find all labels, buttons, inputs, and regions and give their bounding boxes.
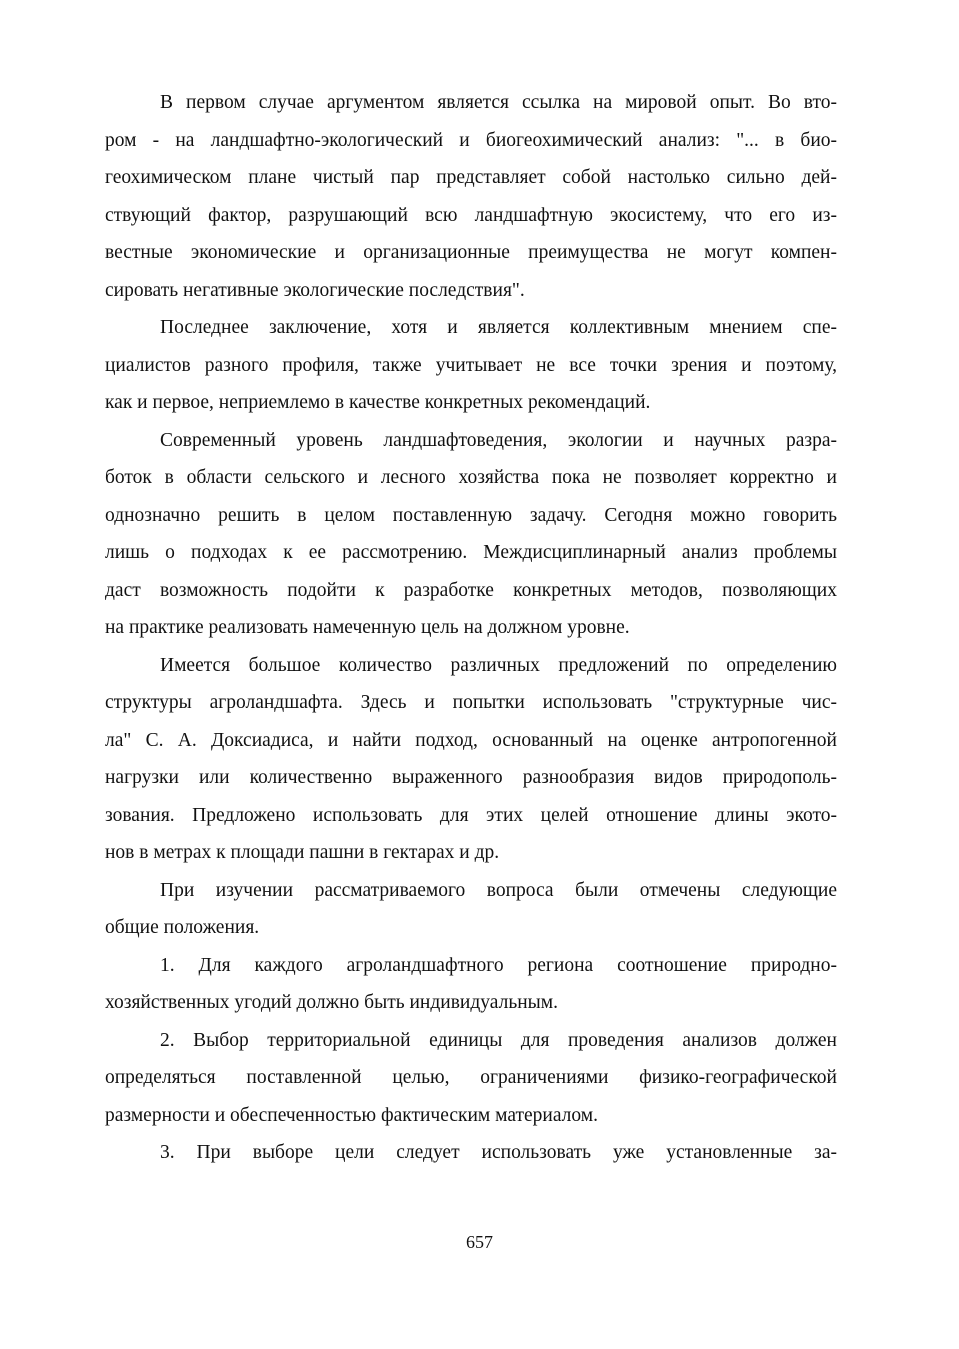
text-line: Имеется большое количество различных предложений по определению xyxy=(160,654,837,676)
text-line: хозяйственных угодий должно быть индивидуальным. xyxy=(105,992,558,1013)
paragraph-1 xyxy=(105,84,837,309)
list-item-3 xyxy=(105,1134,837,1172)
text-line: ствующий фактор, разрушающий всю ландшафтную экосистему, что его из- xyxy=(105,204,837,226)
paragraph-5 xyxy=(105,872,837,947)
document-body xyxy=(105,84,837,1172)
paragraph-3 xyxy=(105,422,837,647)
paragraph-4 xyxy=(105,647,837,872)
list-item-1 xyxy=(105,947,837,1022)
text-line: Современный уровень ландшафтоведения, экологии и научных разра- xyxy=(160,429,837,451)
list-item-2 xyxy=(105,1022,837,1135)
text-line: В первом случае аргументом является ссылка на мировой опыт. Во вто- xyxy=(160,92,837,113)
text-line: нагрузки или количественно выраженного разнообразия видов природополь- xyxy=(105,767,837,788)
text-line: определяться поставленной целью, ограничениями физико-географической xyxy=(105,1067,837,1088)
text-line: зования. Предложено использовать для этих целей отношение длины экото- xyxy=(105,804,837,826)
text-line: ром - на ландшафтно-экологический и биогеохимический анализ: "... в био- xyxy=(105,129,837,151)
text-line: вестные экономические и организационные преимущества не могут компен- xyxy=(105,242,837,263)
text-line: размерности и обеспеченностью фактическим материалом. xyxy=(105,1104,599,1126)
text-line: 3. При выборе цели следует использовать уже установленные за- xyxy=(160,1142,837,1163)
page-number: 657 xyxy=(466,1232,493,1252)
text-line: структуры агроландшафта. Здесь и попытки использовать "структурные чис- xyxy=(105,692,837,713)
text-line: даст возможность подойти к разработке конкретных методов, позволяющих xyxy=(105,579,837,601)
text-line: геохимическом плане чистый пар представляет собой настолько сильно дей- xyxy=(105,167,837,188)
text-line: лишь о подходах к ее рассмотрению. Междисциплинарный анализ проблемы xyxy=(105,542,837,563)
text-line: боток в области сельского и лесного хозяйства пока не позволяет корректно и xyxy=(105,467,837,488)
text-line: Последнее заключение, хотя и является коллективным мнением спе- xyxy=(160,317,837,338)
text-line: сировать негативные экологические последствия". xyxy=(105,279,525,301)
text-line: циалистов разного профиля, также учитывает не все точки зрения и поэтому, xyxy=(105,354,837,376)
text-line: общие положения. xyxy=(105,917,260,938)
text-line: 1. Для каждого агроландшафтного региона соотношение природно- xyxy=(160,954,837,976)
text-line: ла" С. А. Доксиадиса, и найти подход, основанный на оценке антропогенной xyxy=(105,729,837,751)
text-line: как и первое, неприемлемо в качестве конкретных рекомендаций. xyxy=(105,392,651,413)
paragraph-2 xyxy=(105,309,837,422)
text-line: однозначно решить в целом поставленную задачу. Сегодня можно говорить xyxy=(105,504,837,526)
text-line: 2. Выбор территориальной единицы для проведения анализов должен xyxy=(160,1029,837,1051)
text-line: При изучении рассматриваемого вопроса были отмечены следующие xyxy=(160,879,837,901)
text-line: на практике реализовать намеченную цель на должном уровне. xyxy=(105,617,630,638)
text-line: нов в метрах к площади пашни в гектарах и др. xyxy=(105,842,500,863)
